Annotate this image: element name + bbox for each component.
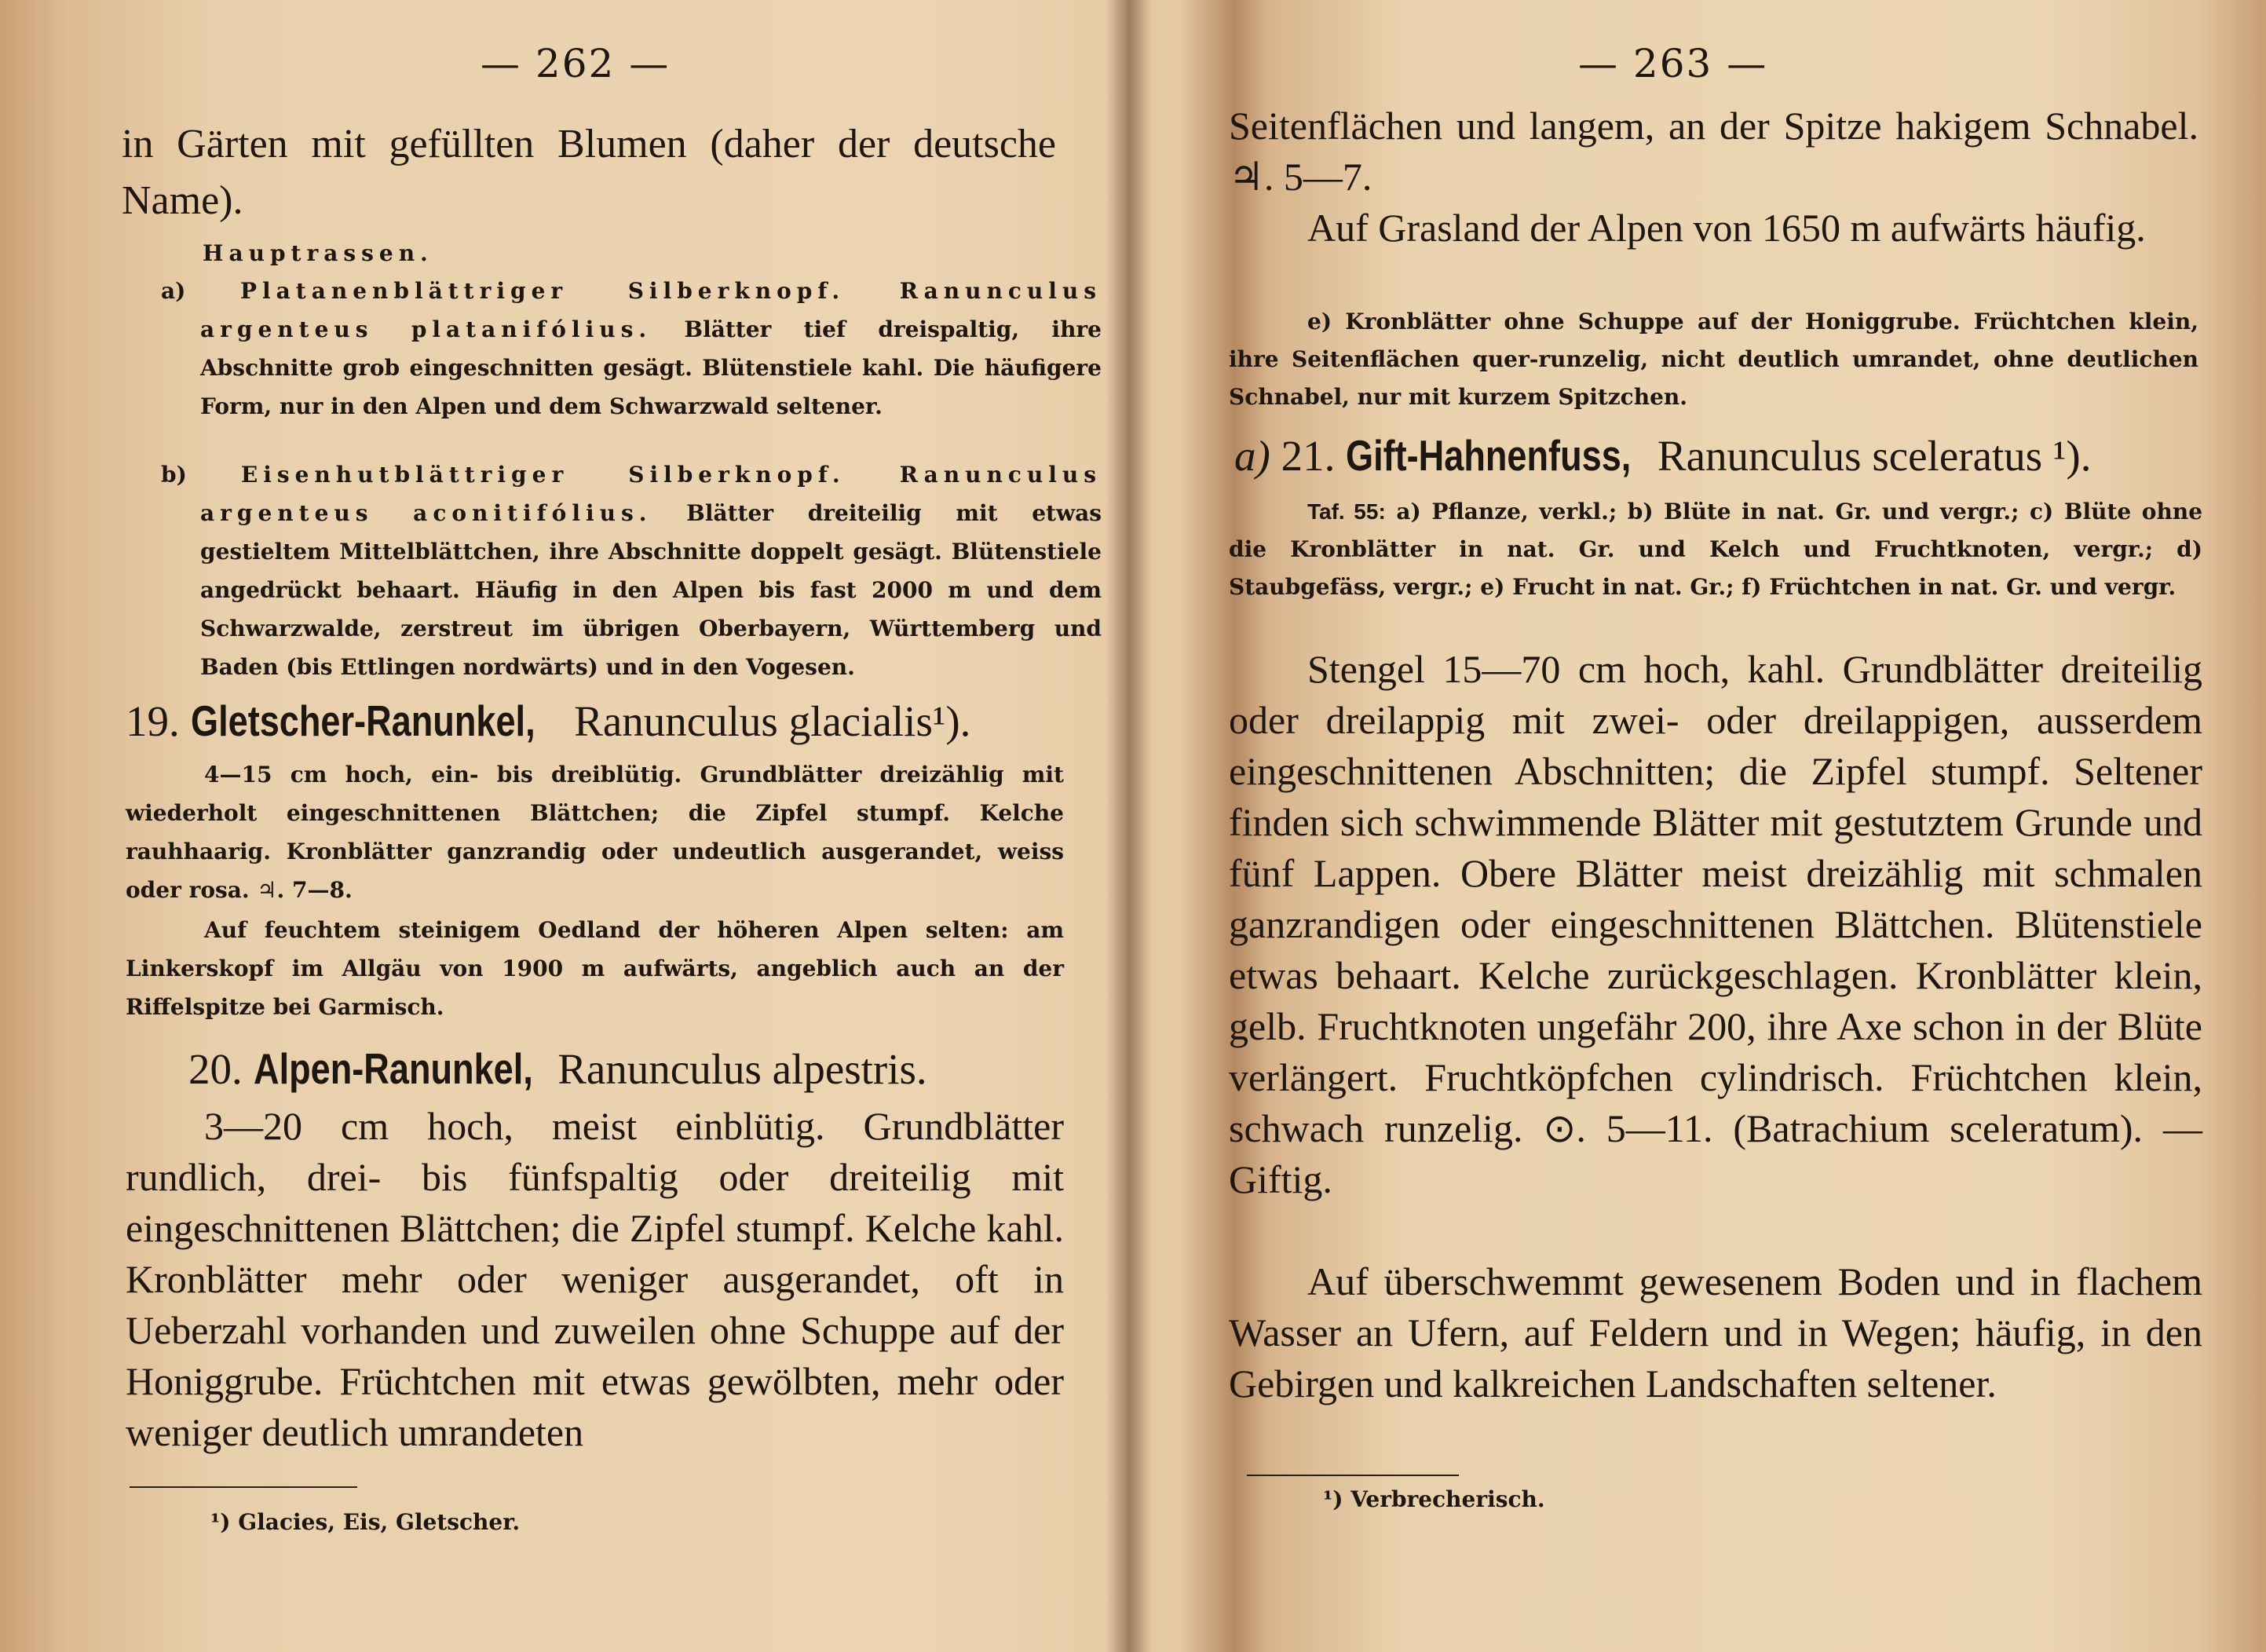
race-b-name: Eisenhutblättriger Silberknopf. [240,462,846,488]
race-b-text: Blätter dreiteilig mit etwas gestieltem Mittelblättchen, ihre Abschnitte doppelt gesägt. Blütenstiele angedrückt behaart. Häufig in den Alpen bis fast 2000 m und dem Schwarzwalde, zerstreut im übrigen Oberbayern, Württemberg und Baden (bis Ettlingen nordwärts) und in den Vogesen. [200,500,1102,680]
species-21-plate-caption [1229,493,2202,606]
species-21-common-name: Gift-Hahnenfuss, [1346,431,1632,480]
race-a: a) Platanenblättriger Silberknopf. Ranunculus argenteus platanifólius. Blätter tief dreispaltig, ihre Abschnitte grob eingeschnitten gesägt. Blütenstiele kahl. Die häufigere Form, nur in den Alpen und dem Schwarzwald seltener. [161,278,1102,419]
races-heading: Hauptrassen. [203,240,433,266]
right-top-text: Seitenflächen und langem, an der Spitze hakigem Schnabel. ♃. 5—7. [1229,104,2198,199]
species-20-latin: Ranunculus alpestris. [557,1045,927,1093]
left-page [0,0,1123,1652]
race-b-latin: Ranunculus argenteus aconitifólius. [200,462,1102,526]
species-21-heading: a) 21. Gift-Hahnenfuss, Ranunculus sceleratus ¹). [1234,428,2091,484]
left-top-text: in Gärten mit gefüllten Blumen (daher der deutsche Name). [122,122,1056,223]
page-number-left: — 262 — [481,41,671,86]
page-number-right: — 263 — [1578,41,1768,86]
race-a-text: Blätter tief dreispaltig, ihre Abschnitte grob eingeschnitten gesägt. Blütenstiele kahl. Die häufigere Form, nur in den Alpen und dem Schwarzwald seltener. [200,316,1102,419]
species-20-description: 3—20 cm hoch, meist einblütig. Grundblätter rundlich, drei- bis fünfspaltig oder dreiteilig mit eingeschnittenen Blättchen; die Zipfel stumpf. Kelche kahl. Kronblätter mehr oder weniger ausgerandet, oft in Ueberzahl vorhanden und zuweilen ohne Schuppe auf der Honiggrube. Früchtchen mit etwas gewölbten, mehr oder weniger deutlich umrandeten [126,1104,1064,1454]
right-page [1131,0,2266,1652]
species-19-latin: Ranunculus glacialis¹). [574,697,971,745]
plate-text: a) Pflanze, verkl.; b) Blüte in nat. Gr. und vergr.; c) Blüte ohne die Kronblätter in nat. Gr. und Kelch und Fruchtknoten, vergr.; d) Staubgefäss, vergr.; e) Frucht in nat. Gr.; f) Früchtchen in nat. Gr. und vergr. [1229,499,2203,600]
species-20-habitat: Auf Grasland der Alpen von 1650 m aufwärts häufig. [1307,206,2146,250]
group-e-key: e) Kronblätter ohne Schuppe auf der Honiggrube. Früchtchen klein, ihre Seitenflächen quer-runzelig, nicht deutlich umrandet, ohne deutlichen Schnabel, nur mit kurzem Spitzchen. [1229,309,2198,410]
species-19-common-name: Gletscher-Ranunkel, [190,696,535,745]
race-a-latin: Ranunculus argenteus platanifólius. [200,278,1102,342]
species-19-description: 4—15 cm hoch, ein- bis dreiblütig. Grundblätter dreizählig mit wiederholt eingeschnittenen Blättchen; die Zipfel stumpf. Kelche rauhhaarig. Kronblätter ganzrandig oder undeutlich ausgerandet, weiss oder rosa. ♃. 7—8. [126,762,1064,903]
species-21-latin: Ranunculus sceleratus ¹). [1657,432,2092,480]
footnote-divider-right [1247,1475,1459,1476]
species-19-habitat: Auf feuchtem steinigem Oedland der höheren Alpen selten: am Linkerskopf im Allgäu von 1900 m aufwärts, angeblich auch an der Riffelspitze bei Garmisch. [126,917,1064,1020]
footnote-divider-left [130,1486,357,1488]
species-20-heading: 20. Alpen-Ranunkel, Ranunculus alpestris. [188,1041,927,1097]
species-21-habitat: Auf überschwemmt gewesenem Boden und in flachem Wasser an Ufern, auf Feldern und in Wegen; häufig, in den Gebirgen und kalkreichen Landschaften seltener. [1229,1259,2202,1405]
species-21-description: Stengel 15—70 cm hoch, kahl. Grundblätter dreiteilig oder dreilappig mit zwei- oder dreilappigen, ausserdem eingeschnittenen Abschnitten; die Zipfel stumpf. Seltener finden sich schwimmende Blätter mit gestutztem Grunde und fünf Lappen. Obere Blätter meist dreizählig mit schmalen ganzrandigen oder eingeschnittenen Blättchen. Blütenstiele etwas behaart. Kelche zurückgeschlagen. Kronblätter klein, gelb. Fruchtknoten ungefähr 200, ihre Axe schon in der Blüte verlängert. Fruchtköpfchen cylindrisch. Früchtchen klein, schwach runzelig. ⊙. 5—11. (Batrachium sceleratum). — Giftig. [1229,647,2202,1201]
footnote-left: ¹) Glacies, Eis, Gletscher. [210,1509,521,1535]
race-b: b) Eisenhutblättriger Silberknopf. Ranunculus argenteus aconitifólius. Blätter dreiteilig mit etwas gestieltem Mittelblättchen, ihre Abschnitte doppelt gesägt. Blütenstiele angedrückt behaart. Häufig in den Alpen bis fast 2000 m und dem Schwarzwalde, zerstreut im übrigen Oberbayern, Württemberg und Baden (bis Ettlingen nordwärts) und in den Vogesen. [161,462,1102,680]
species-19-heading: 19. Gletscher-Ranunkel, Ranunculus glacialis¹). [126,693,970,749]
race-a-name: Platanenblättriger Silberknopf. [239,278,846,304]
plate-label: Taf. 55: [1307,499,1386,524]
footnote-right: ¹) Verbrecherisch. [1323,1486,1545,1512]
species-20-common-name: Alpen-Ranunkel, [253,1044,533,1093]
